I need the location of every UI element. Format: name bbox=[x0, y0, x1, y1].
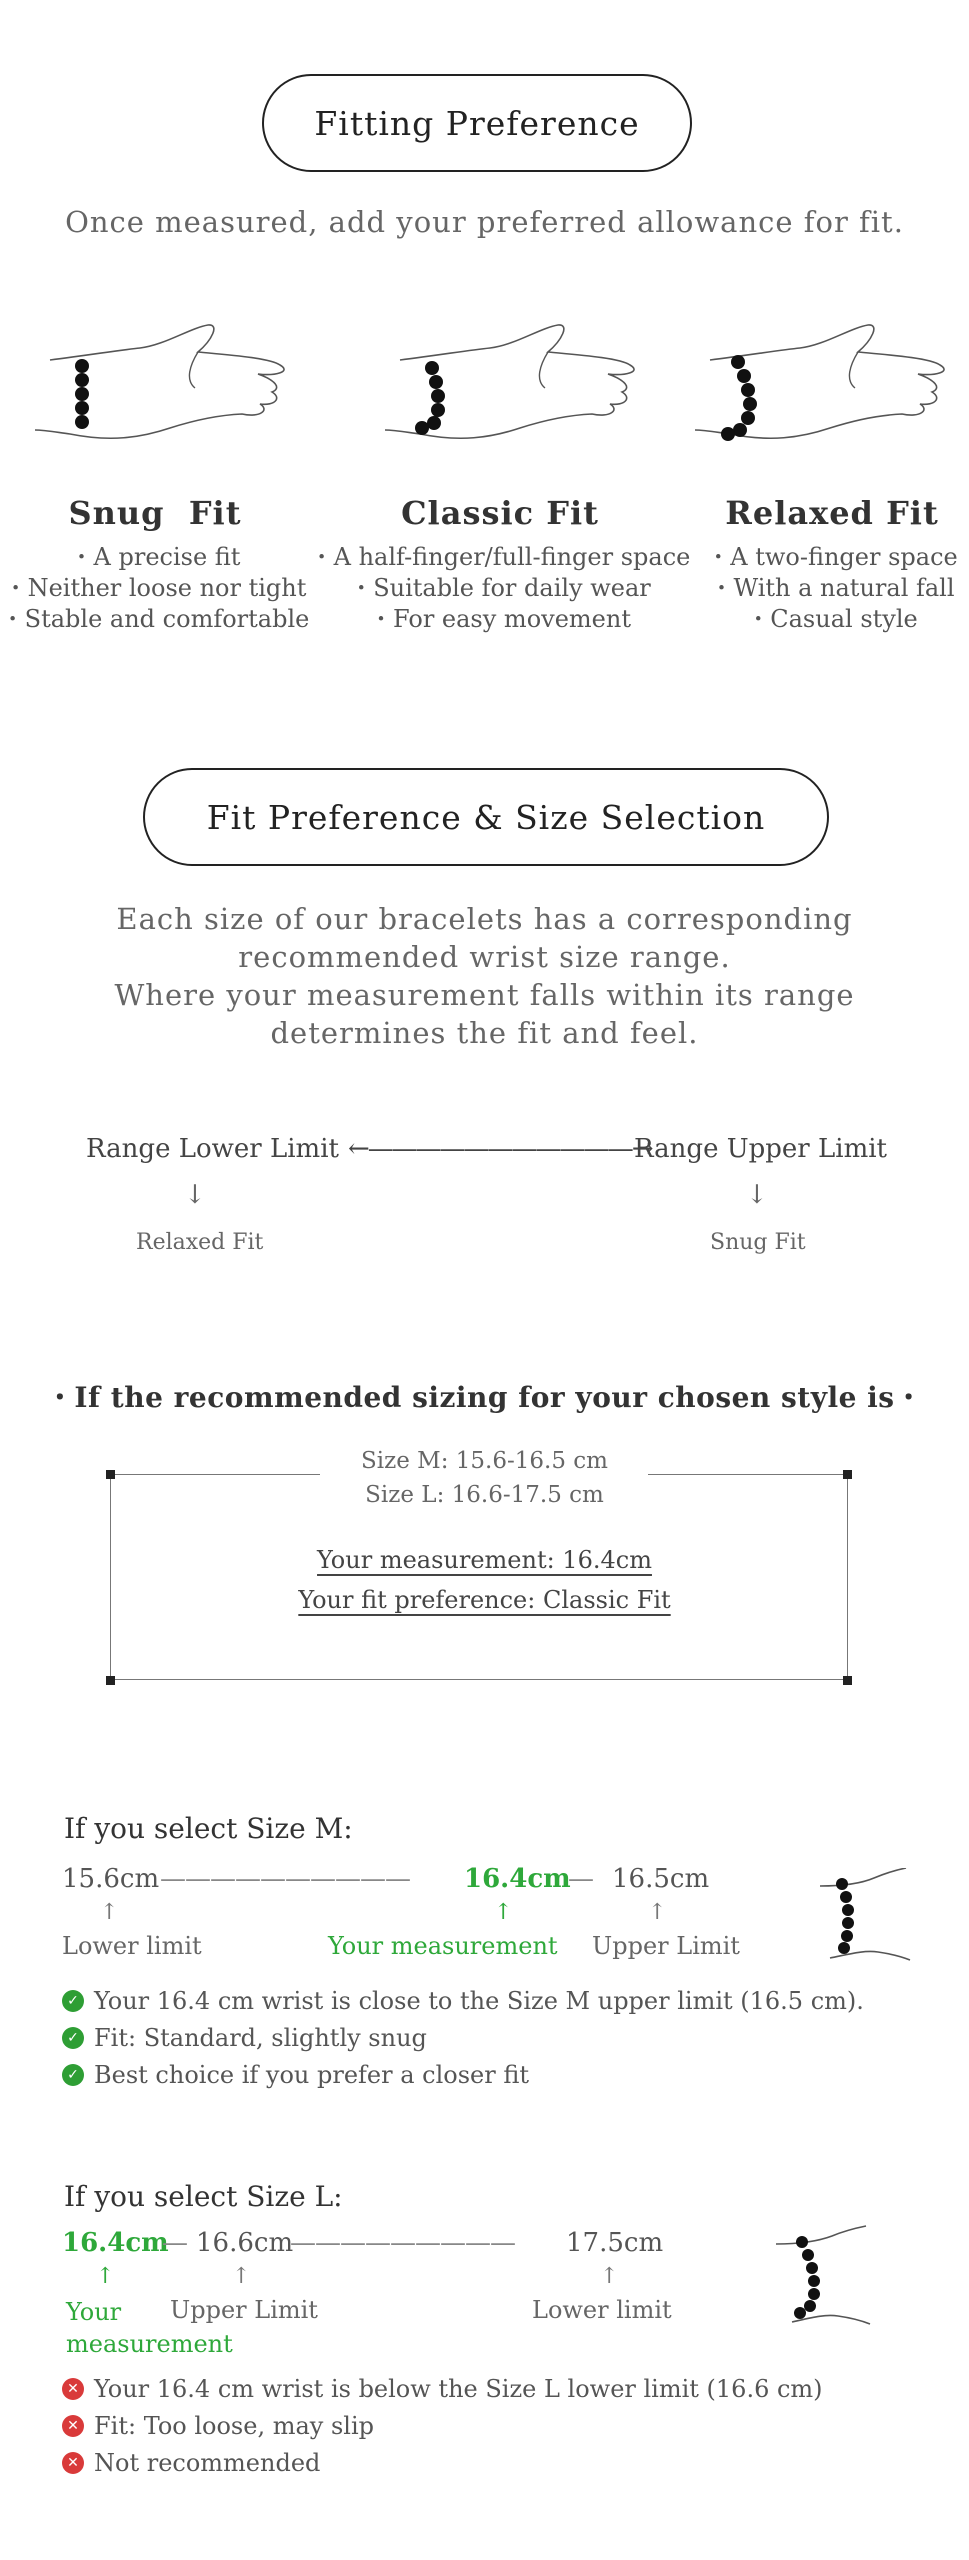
classic-fit-hand-illustration bbox=[380, 310, 640, 460]
size-m-range: Size M: 15.6-16.5 cm bbox=[361, 1448, 608, 1474]
size-l-notes bbox=[62, 2370, 823, 2481]
note-item bbox=[62, 1982, 864, 2019]
fit-point: ・Neither loose nor tight bbox=[3, 574, 307, 602]
desc-line: determines the fit and feel. bbox=[270, 1016, 699, 1050]
range-upper-limit-label: Range Upper Limit bbox=[634, 1134, 887, 1164]
fit-point: ・With a natural fall bbox=[709, 574, 955, 602]
snug-fit-hand-illustration bbox=[30, 310, 290, 460]
check-circle-icon: ✓ bbox=[62, 2027, 84, 2049]
note-text: Not recommended bbox=[94, 2448, 321, 2477]
m-line: —————————— bbox=[160, 1864, 410, 1894]
up-arrow-icon: ↑ bbox=[100, 1900, 119, 1925]
example-details bbox=[0, 1540, 969, 1620]
fit-point: ・A precise fit bbox=[69, 543, 241, 571]
up-arrow-icon: ↑ bbox=[494, 1900, 513, 1925]
m-lower-value: 15.6cm bbox=[62, 1864, 160, 1894]
l-lower-label: Upper Limit bbox=[170, 2296, 318, 2324]
section-title-text: Fitting Preference bbox=[314, 103, 640, 143]
range-lower-limit-label: Range Lower Limit bbox=[86, 1134, 339, 1164]
note-text: Your 16.4 cm wrist is below the Size L lower limit (16.6 cm) bbox=[94, 2374, 823, 2403]
section-title-fit-size-selection bbox=[143, 768, 829, 866]
note-item bbox=[62, 2407, 823, 2444]
note-text: Fit: Standard, slightly snug bbox=[94, 2023, 427, 2052]
fit-point: ・A two-finger space bbox=[706, 543, 958, 571]
fit-point: ・For easy movement bbox=[369, 605, 631, 633]
desc-line: recommended wrist size range. bbox=[238, 940, 731, 974]
up-arrow-icon: ↑ bbox=[96, 2264, 115, 2289]
up-arrow-icon: ↑ bbox=[600, 2264, 619, 2289]
example-sizes bbox=[0, 1444, 969, 1512]
m-upper-value: 16.5cm bbox=[612, 1864, 710, 1894]
fit-point: ・Stable and comfortable bbox=[0, 605, 310, 633]
section-title-text: Fit Preference & Size Selection bbox=[206, 797, 766, 837]
x-circle-icon: ✕ bbox=[62, 2415, 84, 2437]
section-title-fitting-preference bbox=[262, 74, 692, 172]
m-lower-label: Lower limit bbox=[62, 1932, 202, 1960]
up-arrow-icon: ↑ bbox=[232, 2264, 251, 2289]
fit-name: Classic Fit bbox=[401, 494, 599, 532]
l-line: ————————— bbox=[290, 2228, 515, 2258]
up-arrow-icon: ↑ bbox=[648, 1900, 667, 1925]
x-circle-icon: ✕ bbox=[62, 2452, 84, 2474]
size-l-wrist-illustration bbox=[762, 2224, 882, 2334]
check-circle-icon: ✓ bbox=[62, 2064, 84, 2086]
note-text: Best choice if you prefer a closer fit bbox=[94, 2060, 530, 2089]
x-circle-icon: ✕ bbox=[62, 2378, 84, 2400]
fitting-subtitle: Once measured, add your preferred allowance for fit. bbox=[65, 205, 904, 239]
snug-fit-label: Snug Fit bbox=[710, 1230, 806, 1255]
note-item bbox=[62, 2444, 823, 2481]
size-l-range: Size L: 16.6-17.5 cm bbox=[365, 1482, 604, 1508]
your-fit-preference: Your fit preference: Classic Fit bbox=[298, 1586, 671, 1614]
fit-name: Relaxed Fit bbox=[725, 494, 939, 532]
m-line: — bbox=[568, 1864, 594, 1894]
select-size-l-title: If you select Size L: bbox=[64, 2180, 343, 2213]
box-corner bbox=[106, 1676, 115, 1685]
size-m-notes bbox=[62, 1982, 864, 2093]
relaxed-fit-label: Relaxed Fit bbox=[136, 1230, 264, 1255]
example-heading: ・If the recommended sizing for your chosen style is・ bbox=[45, 1381, 924, 1414]
desc-line: Each size of our bracelets has a corresponding bbox=[116, 902, 853, 936]
l-upper-label: Lower limit bbox=[532, 2296, 672, 2324]
fit-column-snug bbox=[0, 494, 310, 635]
l-your-value: 16.4cm bbox=[62, 2228, 169, 2258]
fit-point: ・Casual style bbox=[746, 605, 918, 633]
size-m-wrist-illustration bbox=[800, 1868, 920, 1968]
note-item bbox=[62, 2056, 864, 2093]
desc-line: Where your measurement falls within its range bbox=[114, 978, 855, 1012]
down-arrow-icon: ↓ bbox=[184, 1180, 206, 1210]
l-upper-value: 17.5cm bbox=[566, 2228, 664, 2258]
l-lower-value: 16.6cm bbox=[196, 2228, 294, 2258]
m-your-label: Your measurement bbox=[328, 1932, 558, 1960]
range-double-arrow: ←———————————→ bbox=[348, 1134, 652, 1164]
note-text: Your 16.4 cm wrist is close to the Size M upper limit (16.5 cm). bbox=[94, 1986, 864, 2015]
m-upper-label: Upper Limit bbox=[592, 1932, 740, 1960]
note-text: Fit: Too loose, may slip bbox=[94, 2411, 374, 2440]
note-item bbox=[62, 2370, 823, 2407]
fit-point: ・Suitable for daily wear bbox=[349, 574, 651, 602]
l-your-label-line: measurement bbox=[66, 2330, 233, 2358]
select-size-m-title: If you select Size M: bbox=[64, 1812, 353, 1845]
relaxed-fit-hand-illustration bbox=[690, 310, 950, 460]
m-your-value: 16.4cm bbox=[464, 1864, 571, 1894]
size-selection-description bbox=[0, 900, 969, 1052]
box-corner bbox=[843, 1676, 852, 1685]
down-arrow-icon: ↓ bbox=[746, 1180, 768, 1210]
fit-column-relaxed bbox=[695, 494, 969, 635]
l-line: — bbox=[162, 2228, 188, 2258]
note-item bbox=[62, 2019, 864, 2056]
fit-column-classic bbox=[305, 494, 695, 635]
check-circle-icon: ✓ bbox=[62, 1990, 84, 2012]
your-measurement: Your measurement: 16.4cm bbox=[317, 1546, 652, 1574]
fit-name: Snug Fit bbox=[68, 494, 242, 532]
fit-point: ・A half-finger/full-finger space bbox=[309, 543, 691, 571]
l-your-label-line: Your bbox=[66, 2298, 122, 2326]
